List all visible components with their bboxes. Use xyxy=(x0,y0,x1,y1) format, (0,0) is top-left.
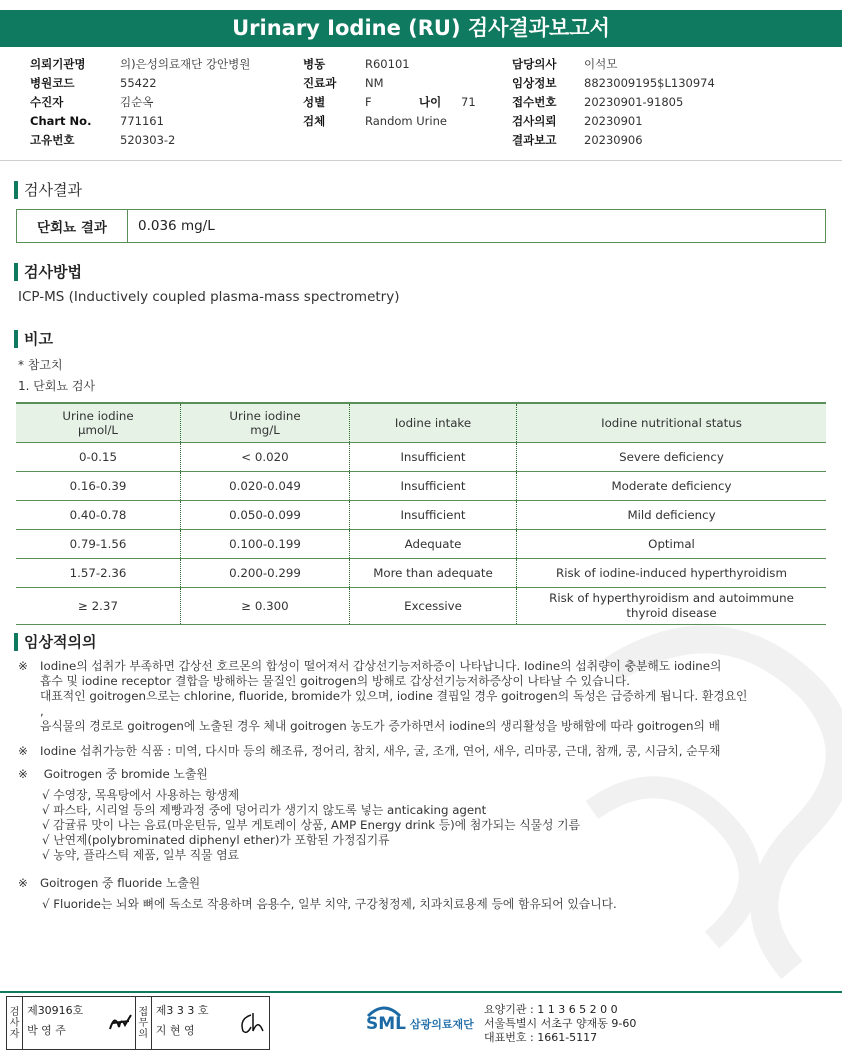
section-marker xyxy=(14,181,18,199)
logo-name: 삼광의료재단 xyxy=(410,1018,474,1031)
list-item: √ 농약, 플라스틱 제품, 일부 직물 염료 xyxy=(42,848,240,862)
table-cell: 0-0.15 xyxy=(16,443,181,472)
info-label: 검사의뢰 xyxy=(512,114,557,128)
info-value: 20230906 xyxy=(584,133,643,147)
info-value: F xyxy=(365,95,372,109)
table-cell: Mild deficiency xyxy=(517,501,827,530)
clinical-text: 음식물의 경로로 goitrogen에 노출된 경우 체내 goitrogen 농도가 증가하면서 iodine의 생리활성을 방해함에 따라 goitrogen의 배 xyxy=(40,719,721,733)
table-cell: Excessive xyxy=(350,588,517,625)
table-cell: Risk of iodine-induced hyperthyroidism xyxy=(517,559,827,588)
info-label: 검체 xyxy=(303,114,326,128)
clinical-text: Iodine 섭취가능한 식품 : 미역, 다시마 등의 해조류, 정어리, 참치, 새우, 굴, 조개, 연어, 새우, 리마콩, 근대, 참깨, 콩, 시금치, 순무채 xyxy=(40,744,721,758)
info-col-3 xyxy=(512,55,715,150)
table-cell: 0.16-0.39 xyxy=(16,472,181,501)
info-label: 결과보고 xyxy=(512,133,557,147)
bromide-list xyxy=(42,788,580,863)
table-cell: 0.020-0.049 xyxy=(181,472,350,501)
institution-code: 요양기관 : 1 1 3 6 5 2 0 0 xyxy=(484,1003,618,1016)
table-header: Urine iodine μmol/L xyxy=(16,403,181,443)
stamp-role-1: 검 사 자 xyxy=(7,997,23,1049)
contact-info xyxy=(484,1003,636,1045)
info-label: 접수번호 xyxy=(512,95,557,109)
table-cell: ≥ 2.37 xyxy=(16,588,181,625)
table-cell: ≥ 0.300 xyxy=(181,588,350,625)
reference-mark: ※ xyxy=(18,767,28,781)
section-title: 비고 xyxy=(24,330,53,348)
phone: 대표번호 : 1661-5117 xyxy=(484,1031,598,1044)
list-item: √ 수영장, 목욕탕에서 사용하는 항생제 xyxy=(42,788,240,802)
section-title: 임상적의의 xyxy=(24,633,97,651)
info-col-1 xyxy=(30,55,250,150)
section-clinical-heading xyxy=(14,631,96,652)
table-row xyxy=(16,472,826,501)
stamp-signer-2 xyxy=(152,997,235,1049)
info-label: 고유번호 xyxy=(30,133,75,147)
info-label: 병원코드 xyxy=(30,76,75,90)
clinical-text: 대표적인 goitrogen으로는 chlorine, fluoride, bromide가 있으며, iodine 결핍일 경우 goitrogen의 독성은 급증하게 됩니다. 환경요인 xyxy=(40,689,748,703)
table-cell: Severe deficiency xyxy=(517,443,827,472)
info-value: 김순옥 xyxy=(120,95,154,109)
signer-name: 박 영 주 xyxy=(27,1024,66,1037)
clinical-text: 흡수 및 iodine receptor 결합을 방해하는 물질인 goitrogen의 방해로 갑상선기능저하증상이 나타날 수 있습니다. xyxy=(40,674,631,688)
reference-table xyxy=(16,402,826,625)
result-label: 단회뇨 결과 xyxy=(17,210,128,242)
clinical-paragraph-1 xyxy=(18,659,747,734)
info-label: Chart No. xyxy=(30,114,92,128)
company-logo xyxy=(364,1002,474,1036)
info-label: 의뢰기관명 xyxy=(30,57,86,71)
table-header: Iodine intake xyxy=(350,403,517,443)
remarks-line-1: * 참고치 xyxy=(18,358,63,372)
stamp-role-2: 접 무 의 xyxy=(136,997,152,1049)
table-cell: 0.050-0.099 xyxy=(181,501,350,530)
clinical-text: Goitrogen 중 fluoride 노출원 xyxy=(40,876,201,890)
table-cell: Insufficient xyxy=(350,443,517,472)
table-cell: Risk of hyperthyroidism and autoimmune thyroid disease xyxy=(517,588,827,625)
signature-1-icon xyxy=(106,997,135,1049)
address: 서울특별시 서초구 양재동 9-60 xyxy=(484,1017,637,1030)
result-value: 0.036 mg/L xyxy=(138,218,215,234)
fluoride-item: √ Fluoride는 뇌와 뼈에 독소로 작용하며 음용수, 일부 치약, 구강청정제, 치과치료용제 등에 함유되어 있습니다. xyxy=(42,897,617,911)
table-cell: Moderate deficiency xyxy=(517,472,827,501)
info-label: 병동 xyxy=(303,57,326,71)
info-value: Random Urine xyxy=(365,114,447,128)
section-remarks-heading xyxy=(14,328,53,349)
method-text: ICP-MS (Inductively coupled plasma-mass spectrometry) xyxy=(18,289,400,305)
info-label: 임상정보 xyxy=(512,76,557,90)
info-value: 55422 xyxy=(120,76,157,90)
list-item: √ 난연제(polybrominated diphenyl ether)가 포함된 가정집기류 xyxy=(42,833,390,847)
signature-2-icon xyxy=(235,997,269,1049)
signature-stamp xyxy=(6,996,270,1050)
info-value: 이석모 xyxy=(584,57,618,71)
reference-mark: ※ xyxy=(18,876,28,890)
table-cell: 0.79-1.56 xyxy=(16,530,181,559)
info-value: 20230901-91805 xyxy=(584,95,684,109)
section-marker xyxy=(14,633,18,651)
result-box xyxy=(16,209,826,243)
info-value: 8823009195$L130974 xyxy=(584,76,715,90)
reference-mark: ※ xyxy=(18,744,28,758)
info-value: 20230901 xyxy=(584,114,643,128)
table-cell: < 0.020 xyxy=(181,443,350,472)
section-result-heading xyxy=(14,179,82,200)
table-cell: 0.40-0.78 xyxy=(16,501,181,530)
info-value: 771161 xyxy=(120,114,164,128)
clinical-paragraph-2 xyxy=(18,744,720,759)
info-label: 담당의사 xyxy=(512,57,557,71)
list-item: √ 파스타, 시리얼 등의 제빵과정 중에 덩어리가 생기지 않도록 넣는 anticaking agent xyxy=(42,803,487,817)
table-cell: Adequate xyxy=(350,530,517,559)
table-cell: More than adequate xyxy=(350,559,517,588)
clinical-text: Iodine의 섭취가 부족하면 갑상선 호르몬의 합성이 떨어져서 갑상선기능저하증이 나타납니다. Iodine의 섭취량이 충분해도 iodine의 xyxy=(40,659,722,673)
table-cell: 0.100-0.199 xyxy=(181,530,350,559)
license-number: 제30916호 xyxy=(27,1004,84,1017)
license-number: 제3 3 3 호 xyxy=(155,1004,209,1017)
list-item: √ 감귤류 맛이 나는 음료(마운틴듀, 일부 게토레이 상품, AMP Energy drink 등)에 첨가되는 식물성 기름 xyxy=(42,818,580,832)
section-method-heading xyxy=(14,261,82,282)
remarks-line-2: 1. 단회뇨 검사 xyxy=(18,379,96,393)
table-header: Urine iodine mg/L xyxy=(181,403,350,443)
info-value: 의)은성의료재단 강안병원 xyxy=(120,57,251,71)
section-marker xyxy=(14,330,18,348)
table-cell: Insufficient xyxy=(350,472,517,501)
section-marker xyxy=(14,263,18,281)
signer-name: 지 현 영 xyxy=(155,1024,195,1037)
info-value: 520303-2 xyxy=(120,133,176,147)
table-cell: Optimal xyxy=(517,530,827,559)
table-header: Iodine nutritional status xyxy=(517,403,827,443)
age-value: 71 xyxy=(461,95,476,109)
table-cell: 1.57-2.36 xyxy=(16,559,181,588)
section-title: 검사결과 xyxy=(24,181,82,199)
table-row xyxy=(16,443,826,472)
table-row xyxy=(16,530,826,559)
info-value: NM xyxy=(365,76,384,90)
table-row xyxy=(16,559,826,588)
reference-mark: ※ xyxy=(18,659,28,673)
footer-divider xyxy=(0,991,842,993)
table-cell: Insufficient xyxy=(350,501,517,530)
info-label: 성별 xyxy=(303,95,326,109)
logo-abbr: SML xyxy=(366,1014,406,1034)
info-col-2 xyxy=(303,55,476,131)
table-cell: 0.200-0.299 xyxy=(181,559,350,588)
clinical-paragraph-4 xyxy=(18,876,200,891)
age-label: 나이 xyxy=(419,95,442,109)
table-header-row xyxy=(16,403,826,443)
info-value: R60101 xyxy=(365,57,410,71)
info-divider xyxy=(0,160,842,161)
report-title: Urinary Iodine (RU) 검사결과보고서 xyxy=(0,10,842,47)
clinical-paragraph-3 xyxy=(18,767,208,782)
section-title: 검사방법 xyxy=(24,263,82,281)
stamp-signer-1 xyxy=(23,997,106,1049)
info-label: 진료과 xyxy=(303,76,337,90)
clinical-text: Goitrogen 중 bromide 노출원 xyxy=(40,767,208,781)
info-label: 수진자 xyxy=(30,95,64,109)
clinical-text: , xyxy=(40,704,44,718)
table-row xyxy=(16,501,826,530)
